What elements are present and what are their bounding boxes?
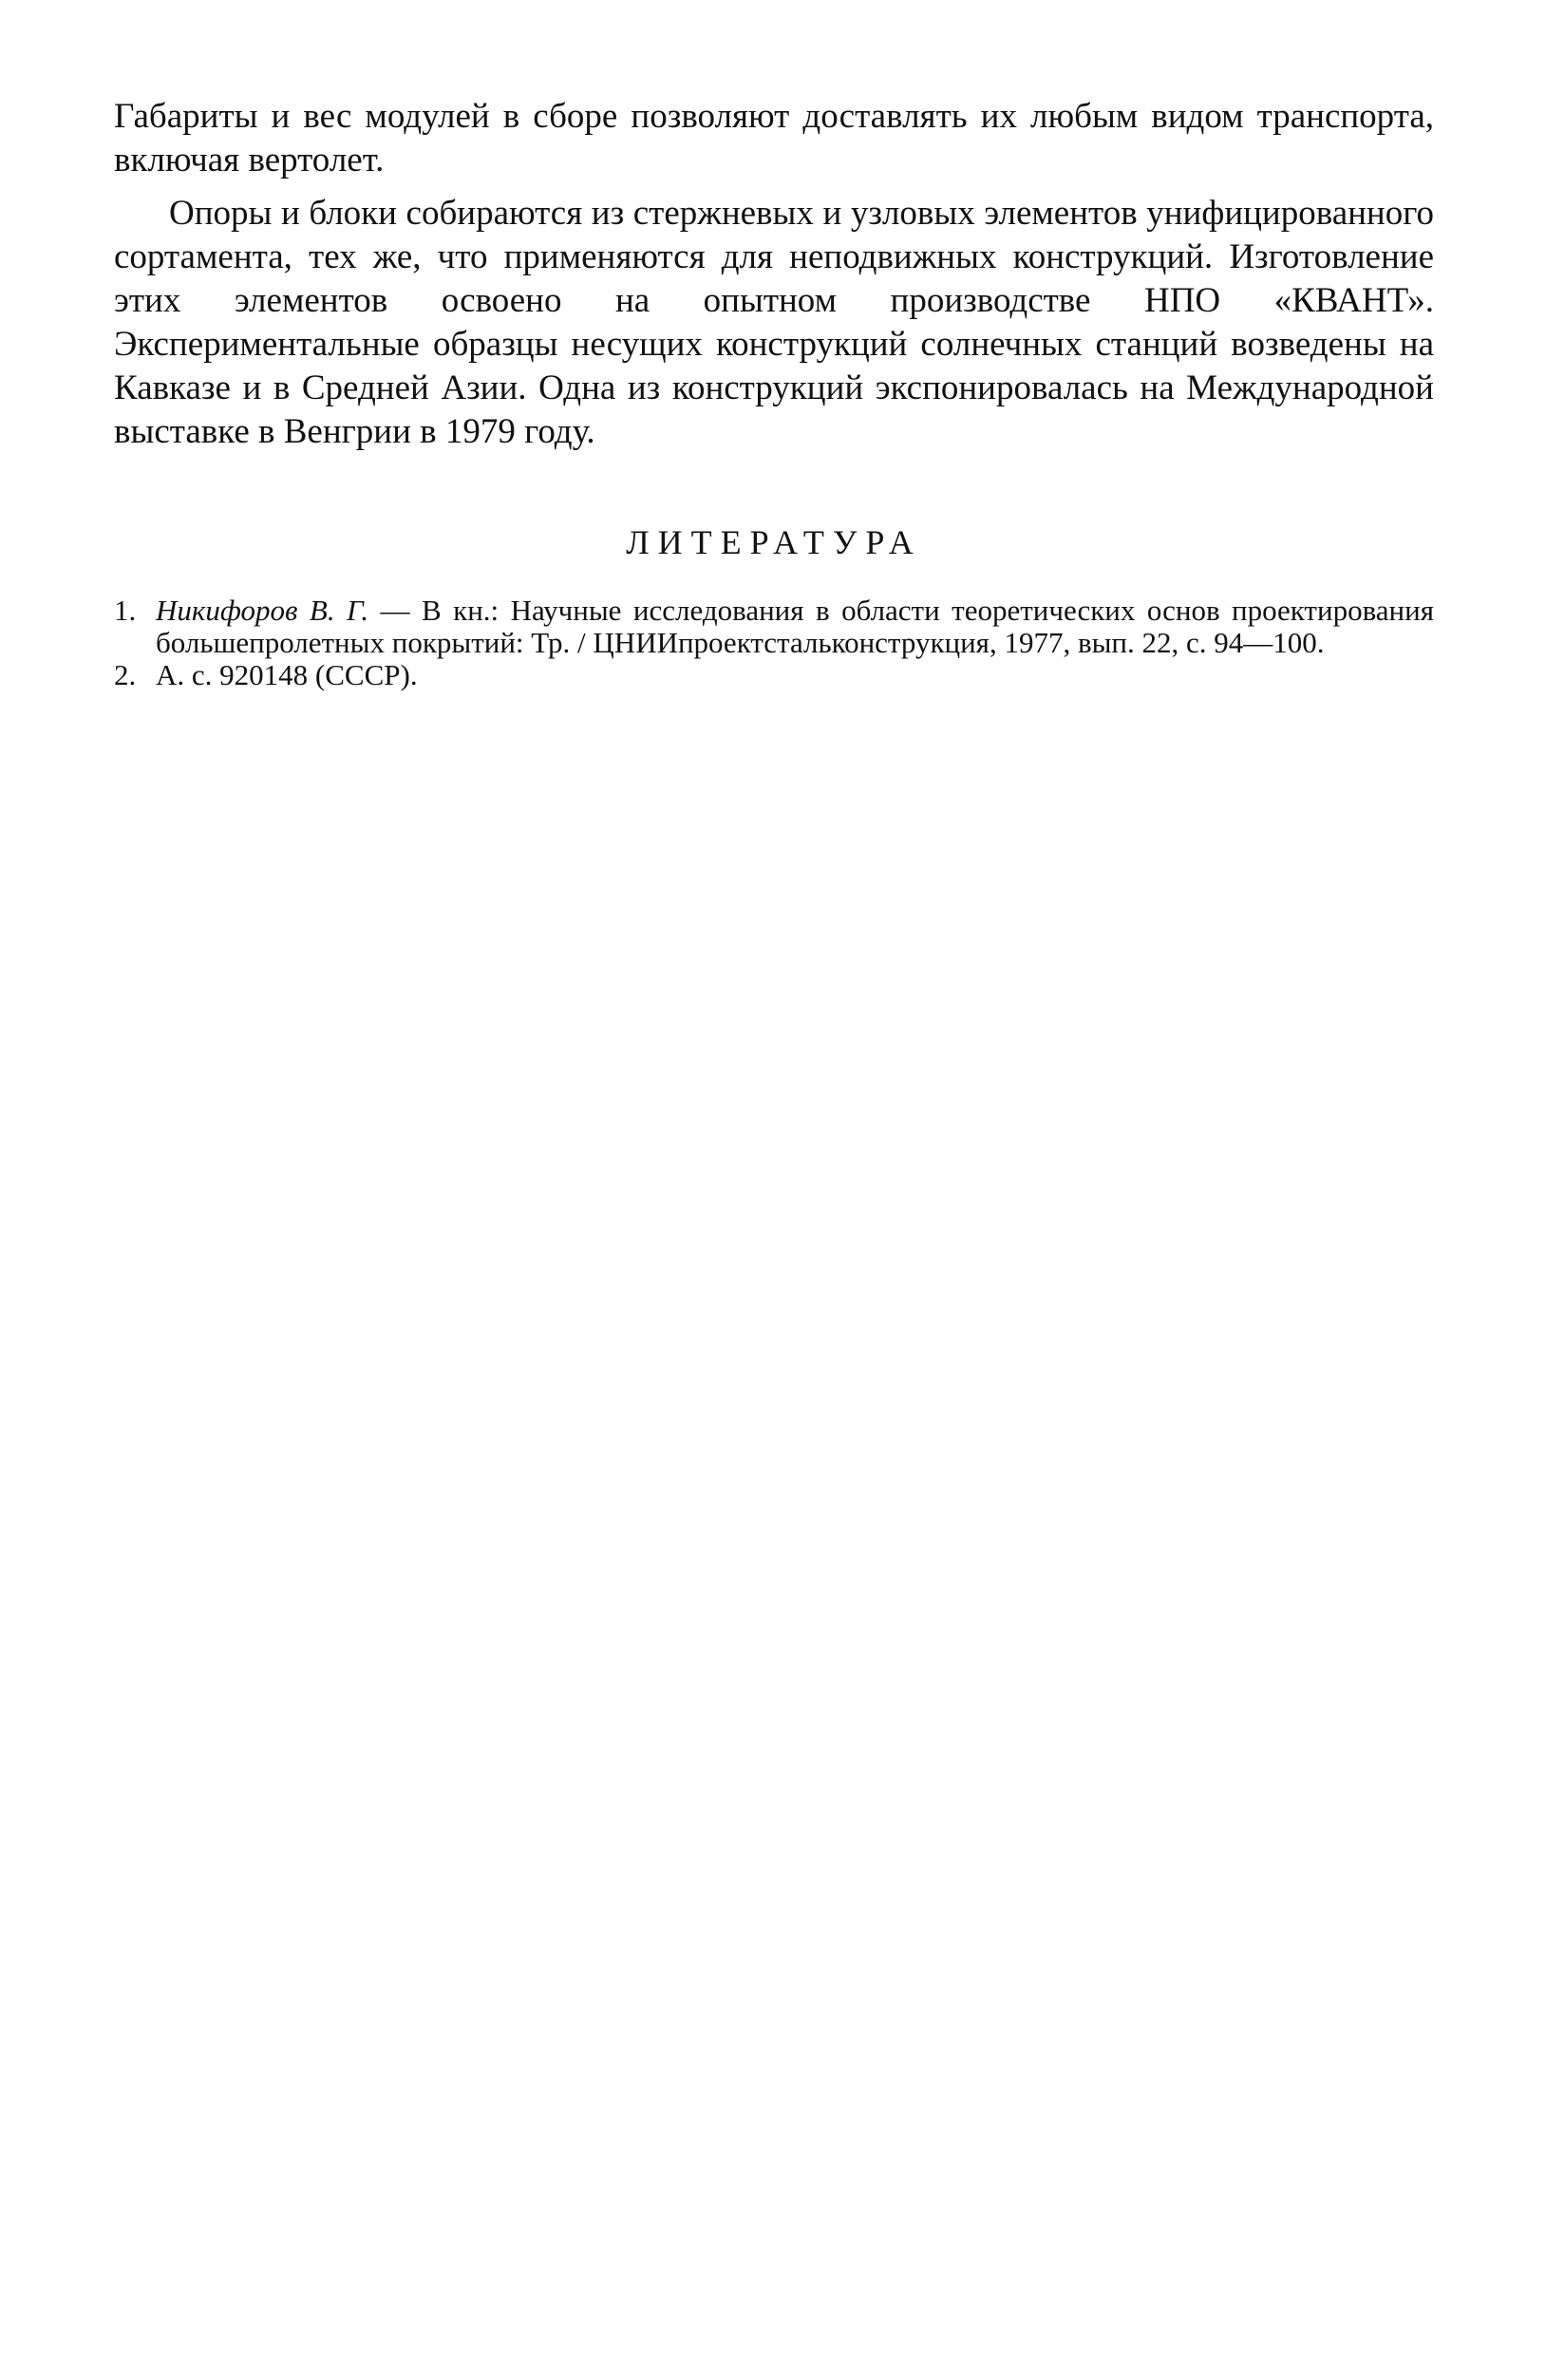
reference-number: 2. [114,658,137,691]
reference-number: 1. [114,594,137,627]
reference-item [114,659,1434,691]
reference-text: А. с. 920148 (СССР). [156,658,418,691]
paragraph-supports: Опоры и блоки собираются из стержневых и узловых элементов унифицированного сортамента, тех же, что применяются для неподвижных конструкций. Изготовление этих элементов освоено на опытном производстве НПО «КВАНТ». Экспериментальные образцы несущих конструкций солнечных станций возведены на Кавказе и в Средней Азии. Одна из конструкций экспонировалась на Международной выставке в Венгрии в 1979 году. [114,194,1434,451]
reference-body [156,595,1434,659]
references-list [114,595,1434,691]
document-page [114,95,1434,691]
reference-text: — В кн.: Научные исследования в области теоретических основ проектирования большепролетных покрытий: Тр. / ЦНИИпроектстальконструкция, 1977, вып. 22, с. 94—100. [156,594,1434,659]
reference-author: Никифоров В. Г. [156,594,369,627]
references-heading: ЛИТЕРАТУРА [626,523,922,561]
reference-body [156,659,1434,691]
reference-item [114,595,1434,659]
paragraph-transport: Габариты и вес модулей в сборе позволяют доставлять их любым видом транспорта, включая вертолет. [114,97,1434,179]
